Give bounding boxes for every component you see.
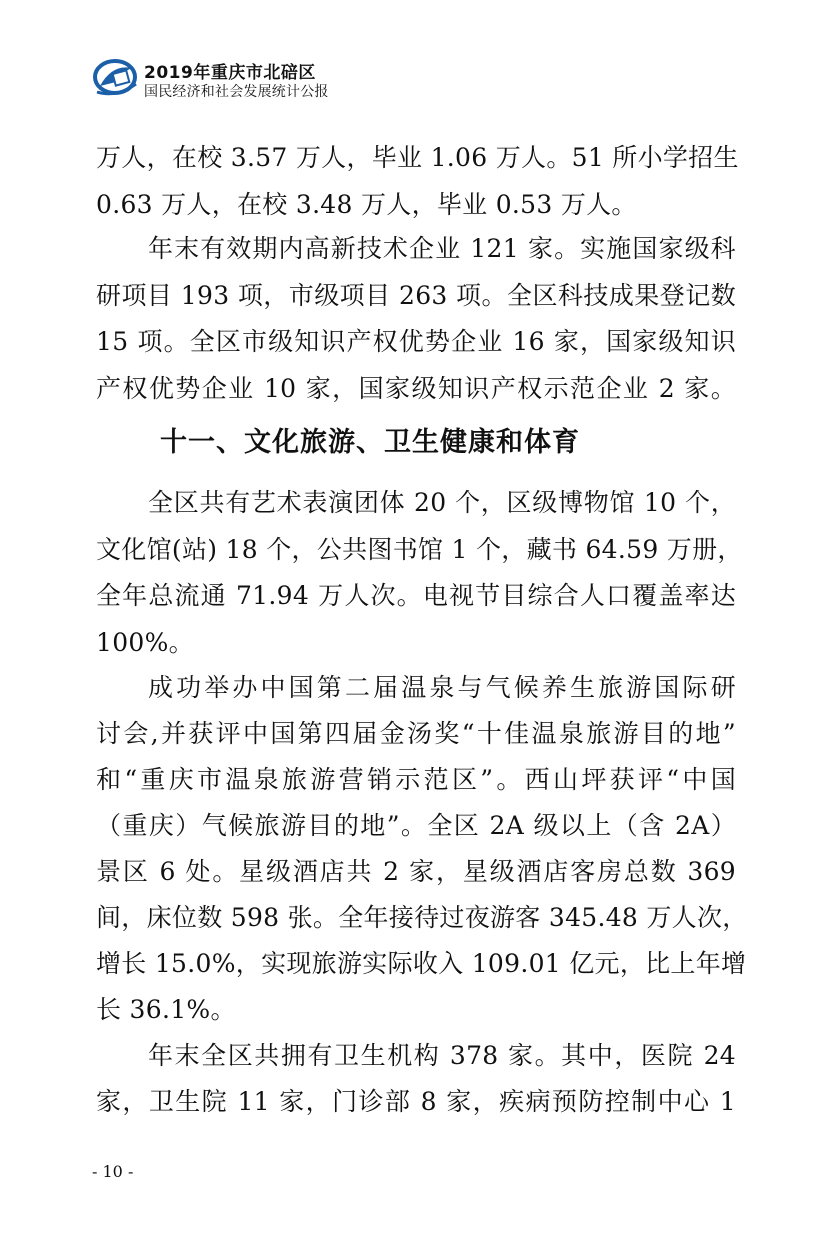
report-subtitle: 国民经济和社会发展统计公报 <box>144 84 329 100</box>
paragraph-4-line-5: 景区 6 处。星级酒店共 2 家，星级酒店客房总数 369 <box>96 857 736 886</box>
report-title: 2019年重庆市北碚区 <box>144 63 316 83</box>
statistics-logo-icon <box>92 56 138 98</box>
paragraph-4-line-2: 讨会,并获评中国第四届金汤奖“十佳温泉旅游目的地” <box>96 719 736 748</box>
paragraph-4-line-7: 增长 15.0%，实现旅游实际收入 109.01 亿元，比上年增 <box>96 949 747 978</box>
paragraph-4-line-4: （重庆）气候旅游目的地”。全区 2A 级以上（含 2A） <box>96 811 736 840</box>
paragraph-3-line-1: 全区共有艺术表演团体 20 个，区级博物馆 10 个， <box>148 488 736 517</box>
report-header <box>92 52 392 102</box>
paragraph-5-line-2: 家，卫生院 11 家，门诊部 8 家，疾病预防控制中心 1 <box>96 1087 736 1116</box>
paragraph-5-line-1: 年末全区共拥有卫生机构 378 家。其中，医院 24 <box>148 1041 736 1070</box>
paragraph-4-line-8: 长 36.1%。 <box>96 995 236 1024</box>
paragraph-2-line-4: 产权优势企业 10 家，国家级知识产权示范企业 2 家。 <box>96 374 736 403</box>
paragraph-3-line-3: 全年总流通 71.94 万人次。电视节目综合人口覆盖率达 <box>96 581 736 610</box>
paragraph-2-line-2: 研项目 193 项，市级项目 263 项。全区科技成果登记数 <box>96 281 736 310</box>
paragraph-2-line-3: 15 项。全区市级知识产权优势企业 16 家，国家级知识 <box>96 327 736 356</box>
paragraph-4-line-1: 成功举办中国第二届温泉与气候养生旅游国际研 <box>148 673 736 702</box>
paragraph-1-line-2: 0.63 万人，在校 3.48 万人，毕业 0.53 万人。 <box>96 190 637 219</box>
paragraph-1-line-1: 万人，在校 3.57 万人，毕业 1.06 万人。51 所小学招生 <box>96 143 739 172</box>
paragraph-3-line-4: 100%。 <box>96 628 194 657</box>
paragraph-3-line-2: 文化馆(站) 18 个，公共图书馆 1 个，藏书 64.59 万册， <box>96 535 743 564</box>
paragraph-4-line-3: 和“重庆市温泉旅游营销示范区”。西山坪获评“中国 <box>96 765 736 794</box>
paragraph-4-line-6: 间，床位数 598 张。全年接待过夜游客 345.48 万人次， <box>96 903 748 932</box>
section-heading: 十一、文化旅游、卫生健康和体育 <box>160 427 580 458</box>
page-number: - 10 - <box>92 1162 134 1181</box>
paragraph-2-line-1: 年末有效期内高新技术企业 121 家。实施国家级科 <box>148 234 736 263</box>
